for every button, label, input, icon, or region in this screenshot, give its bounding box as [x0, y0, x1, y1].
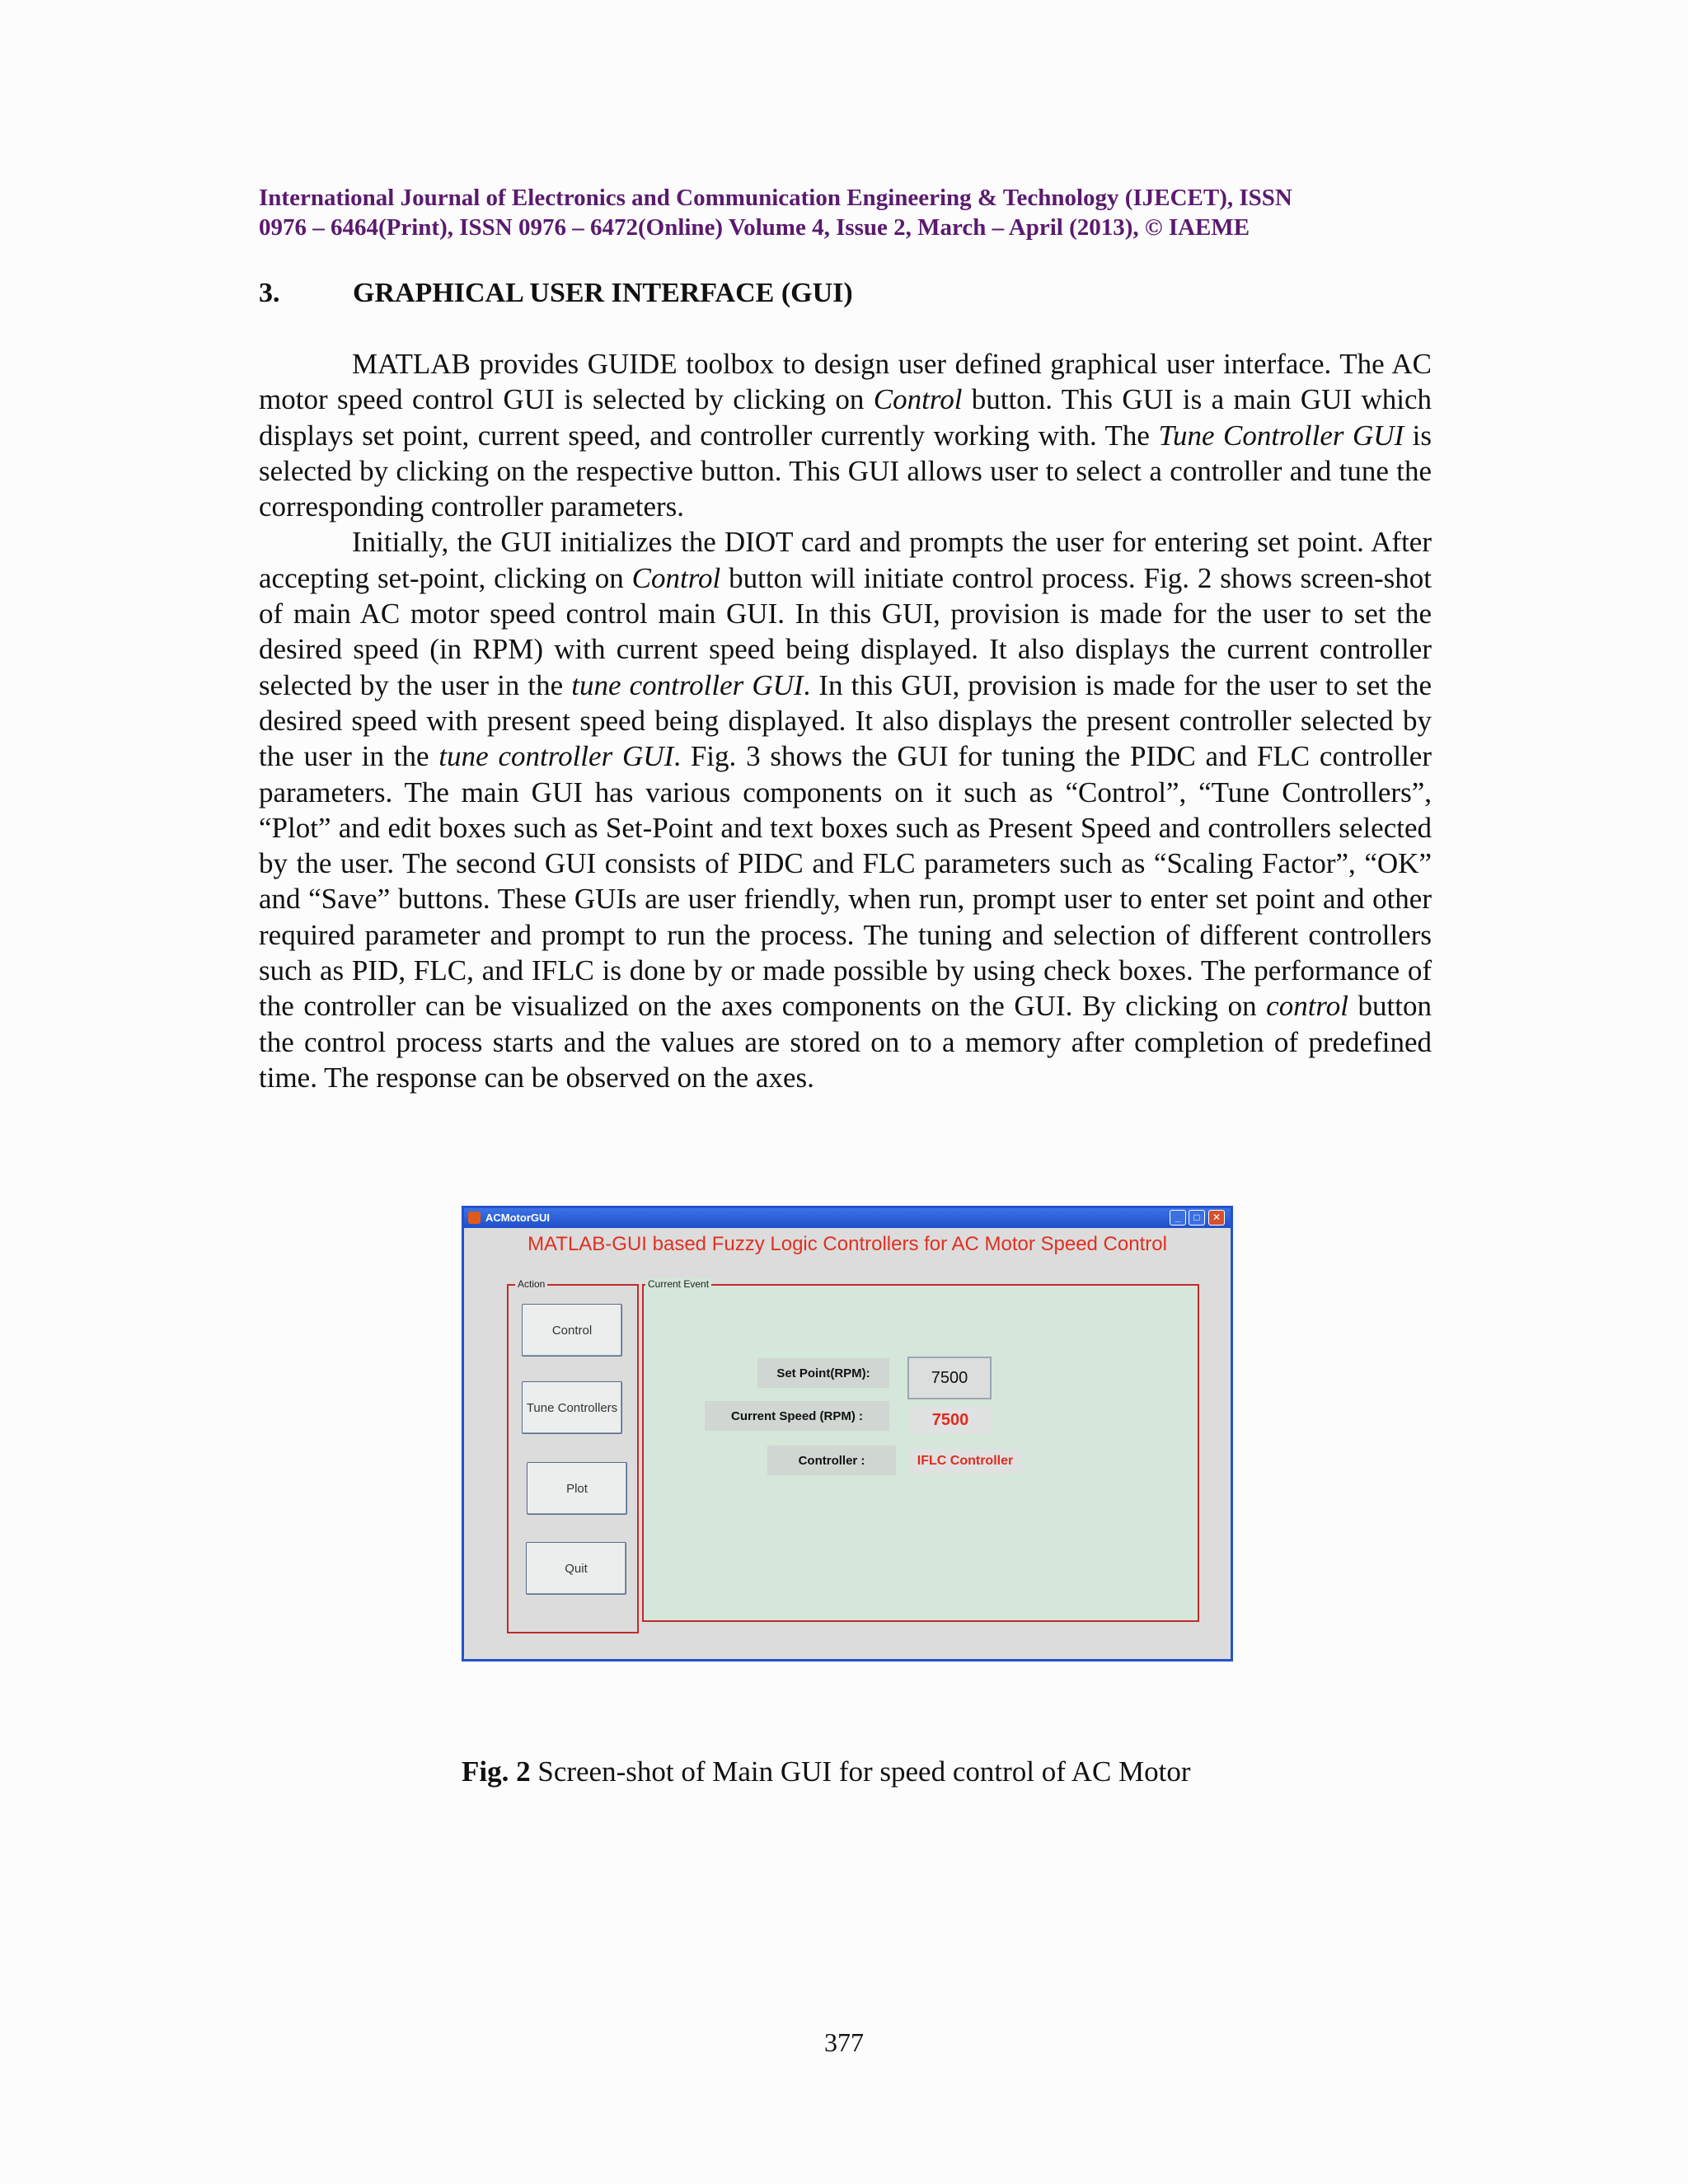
current-speed-label: Current Speed (RPM) :	[705, 1401, 889, 1431]
maximize-button[interactable]: □	[1189, 1210, 1205, 1226]
paragraph-2	[259, 524, 1432, 1095]
action-panel-label: Action	[515, 1278, 547, 1290]
current-event-panel-label: Current Event	[645, 1278, 711, 1290]
journal-header-line1: International Journal of Electronics and Communication Engineering & Technology (IJECET), ISSN	[259, 185, 1292, 211]
control-button[interactable]: Control	[522, 1304, 622, 1357]
tune-controllers-button[interactable]: Tune Controllers	[522, 1381, 622, 1434]
section-heading	[259, 277, 1437, 310]
paragraph-1-emphasis-2: Tune Controller GUI	[1158, 419, 1404, 452]
paragraph-2-emphasis-4: control	[1266, 990, 1348, 1023]
paragraph-2-text-1: Initially, the GUI initializes the DIOT card and prompts the user for entering set point. After accepting set-point, clicking on	[259, 526, 1432, 594]
set-point-input[interactable]: 7500	[907, 1357, 992, 1399]
paragraph-1-text-1: MATLAB provides GUIDE toolbox to design user defined graphical user interface. The AC motor speed control GUI is selected by clicking on	[259, 348, 1432, 416]
body-text	[259, 346, 1432, 1095]
matlab-icon	[468, 1212, 481, 1224]
paragraph-2-emphasis-2: tune controller GUI	[571, 668, 804, 701]
set-point-label: Set Point(RPM):	[757, 1358, 889, 1388]
current-event-panel	[642, 1278, 1199, 1622]
gui-window	[462, 1206, 1233, 1661]
paragraph-2-text-3: . In this GUI, provision is made for the user to set the desired speed with present speed being displayed. It also displays the present controller selected by the user in the	[259, 668, 1432, 773]
close-button[interactable]: ✕	[1208, 1210, 1225, 1226]
section-title: GRAPHICAL USER INTERFACE (GUI)	[353, 278, 853, 308]
window-titlebar	[464, 1208, 1231, 1228]
action-panel	[507, 1278, 639, 1633]
current-speed-value: 7500	[909, 1406, 992, 1434]
paragraph-1-text-3: is selected by clicking on the respective button. This GUI allows user to select a controller and tune the corresponding controller parameters.	[259, 419, 1432, 523]
figure-caption	[462, 1755, 1253, 1789]
journal-header-line2: 0976 – 6464(Print), ISSN 0976 – 6472(Online) Volume 4, Issue 2, March – April (2013), © IAEME	[259, 214, 1250, 241]
paragraph-1-text-2: button. This GUI is a main GUI which displays set point, current speed, and controller currently working with. The	[259, 383, 1432, 452]
gui-heading: MATLAB-GUI based Fuzzy Logic Controllers for AC Motor Speed Control	[528, 1233, 1167, 1255]
section-number: 3.	[259, 278, 280, 308]
paragraph-2-text-5: button the control process starts and the values are stored on to a memory after completion of predefined time. The response can be observed on the axes.	[259, 990, 1432, 1094]
figure-caption-text: Screen-shot of Main GUI for speed control of AC Motor	[530, 1755, 1191, 1788]
controller-label: Controller :	[767, 1446, 896, 1475]
paragraph-1	[259, 346, 1432, 524]
figure-label: Fig. 2	[462, 1755, 531, 1788]
journal-header	[259, 183, 1437, 242]
plot-button[interactable]: Plot	[527, 1462, 627, 1515]
quit-button[interactable]: Quit	[526, 1542, 626, 1595]
page-number: 377	[824, 2027, 864, 2057]
minimize-button[interactable]: _	[1170, 1210, 1186, 1226]
paragraph-2-emphasis-3: tune controller GUI	[438, 740, 674, 773]
paragraph-2-text-4: . Fig. 3 shows the GUI for tuning the PIDC and FLC controller parameters. The main GUI has various components on it such as “Control”, “Tune Controllers”, “Plot” and edit boxes such as Set-Point and text boxes such as Present Speed and controllers selected by the user. The second GUI consists of PIDC and FLC parameters such as “Scaling Factor”, “OK” and “Save” buttons. These GUIs are user friendly, when run, prompt user to enter set point and other required parameter and prompt to run the process. The tuning and selection of different controllers such as PID, FLC, and IFLC is done by or made possible by using check boxes. The performance of the controller can be visualized on the axes components on the GUI. By clicking on	[259, 740, 1432, 1023]
paragraph-2-emphasis-1: Control	[631, 561, 721, 594]
window-title: ACMotorGUI	[485, 1212, 550, 1224]
paragraph-1-emphasis-1: Control	[873, 383, 963, 416]
controller-value: IFLC Controller	[909, 1449, 1021, 1474]
paragraph-2-text-2: button will initiate control process. Fig. 2 shows screen-shot of main AC motor speed control main GUI. In this GUI, provision is made for the user to set the desired speed (in RPM) with current speed being displayed. It also displays the current controller selected by the user in the	[259, 561, 1432, 701]
